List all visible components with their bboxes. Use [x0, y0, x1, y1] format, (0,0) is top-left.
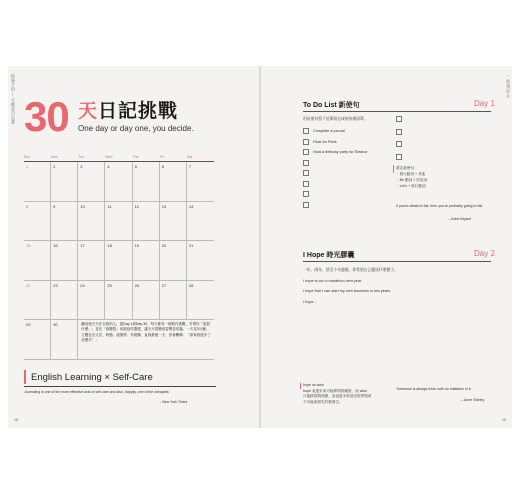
calendar-day[interactable] — [51, 281, 78, 321]
checkbox[interactable] — [396, 141, 402, 147]
calendar-day[interactable] — [24, 320, 51, 360]
checkbox[interactable] — [303, 160, 309, 166]
accent-bar — [393, 165, 394, 173]
day-number: 9 — [53, 203, 56, 209]
calendar-grid — [24, 161, 214, 360]
quote-rule — [24, 386, 216, 387]
day-number: 22 — [26, 282, 31, 288]
checkbox[interactable] — [396, 116, 402, 122]
note-line: ・Be 動詞 + 形容詞 — [396, 178, 428, 183]
checkbox[interactable] — [396, 154, 402, 160]
title-red-char: 天 — [78, 100, 99, 122]
todo-intro: 用祈使句寫下近期再完成的待辦清單。 — [303, 117, 368, 121]
accent-bar — [24, 370, 26, 384]
day-1-label: Day 1 — [474, 99, 495, 108]
day-number: 8 — [26, 203, 29, 209]
weekday-label: Thu. — [132, 155, 140, 159]
day-number: 20 — [161, 243, 167, 248]
todo-title: To Do List 新使句 — [303, 102, 360, 109]
day-number: 16 — [53, 243, 58, 248]
day-number: 4 — [107, 164, 110, 169]
weekday-label: Fri. — [159, 155, 165, 159]
day-number: 10 — [80, 203, 85, 209]
calendar-day[interactable] — [133, 162, 160, 202]
day-number: 21 — [188, 243, 194, 248]
calendar-day[interactable] — [187, 281, 214, 321]
calendar-day[interactable] — [160, 281, 187, 321]
todo-rule — [303, 111, 491, 112]
calendar-day[interactable] — [51, 320, 78, 360]
title-rest: 日記挑戰 — [98, 100, 179, 122]
calendar-day[interactable] — [160, 241, 187, 281]
day-number: 3 — [80, 164, 83, 169]
challenge-title — [78, 96, 178, 123]
calendar-day[interactable] — [105, 202, 132, 242]
day-number: 14 — [188, 203, 194, 209]
day-number: 23 — [53, 282, 58, 288]
calendar-day[interactable] — [133, 241, 160, 281]
wish-line: hope vs wish — [303, 383, 324, 387]
day-number: 25 — [107, 282, 112, 288]
calendar-day[interactable] — [133, 281, 160, 321]
calendar-day[interactable] — [105, 241, 132, 281]
todo-item — [303, 137, 368, 148]
checkbox[interactable] — [303, 128, 309, 134]
checkbox[interactable] — [303, 170, 309, 176]
calendar-day[interactable] — [133, 202, 160, 242]
weekday-label: Mon. — [51, 155, 59, 159]
hope-line: I hope that I can start my own business in two years. — [303, 289, 392, 293]
wish-line: hope 表達未來可能實現的願望，而 wish — [303, 388, 367, 393]
hope-quote-author: – Anne Shirley — [461, 398, 485, 402]
hope-rule — [303, 261, 491, 262]
weekday-label: Tue. — [78, 155, 85, 159]
day-number: 15 — [26, 243, 31, 248]
calendar-day[interactable] — [78, 162, 105, 202]
calendar-day[interactable] — [24, 162, 51, 202]
calendar-day[interactable] — [24, 281, 51, 321]
left-side-tab: 給新手的 — 手帳本日記書 — [11, 74, 16, 125]
todo-item — [303, 189, 368, 200]
todo-item — [303, 158, 368, 169]
day-number: 30 — [53, 322, 58, 327]
todo-item — [303, 147, 368, 158]
todo-item-label: Complete a journal — [313, 129, 345, 134]
calendar-day[interactable] — [187, 241, 214, 281]
day-number: 6 — [161, 164, 164, 169]
todo-item — [303, 200, 368, 211]
subtitle: One day or day one, you decide. — [78, 124, 194, 133]
calendar-day[interactable] — [160, 162, 187, 202]
calendar-note: 翻這裡天天在自我的人，從Day 1到Day 30，每天都有一個寫作挑戰，引導你「說寫什麼」。並於「改變寫」前進給你靈感，讓天天寫變成習慣並培養。一天花3分鐘，主題包含文法、時態、道德學、外貌關、直到最後一天，你會驚嘆：「原來我進步了這麼多！」 — [78, 320, 214, 360]
checkbox[interactable] — [396, 129, 402, 135]
calendar-day[interactable] — [160, 202, 187, 242]
note-line: 書定新使句： — [396, 166, 418, 170]
calendar-day[interactable] — [105, 281, 132, 321]
checkbox[interactable] — [303, 191, 309, 197]
checkbox[interactable] — [303, 139, 309, 145]
accent-bar — [300, 383, 301, 389]
calendar-day[interactable] — [187, 202, 214, 242]
calendar-day[interactable] — [105, 162, 132, 202]
day-number: 18 — [107, 243, 112, 248]
note-line: ・Let's + 原行動詞 — [396, 184, 426, 189]
day-number: 24 — [80, 282, 85, 288]
todo-item — [303, 126, 368, 137]
quote-author: - New York Times — [160, 400, 188, 404]
todo-list — [303, 126, 368, 210]
page-number-right: 29 — [502, 418, 506, 422]
todo-quote: If you're afraid to fail, then you're probably going to fail. — [396, 204, 484, 208]
page-number-left: 28 — [14, 418, 18, 422]
calendar-day[interactable] — [51, 202, 78, 242]
imperative-note — [396, 165, 427, 189]
lane-heading — [24, 370, 153, 384]
weekday-label: Sun. — [24, 155, 31, 159]
day-number: 12 — [134, 203, 140, 209]
day-number: 13 — [161, 203, 167, 209]
weekday-label: Wed. — [105, 155, 114, 159]
day-number: 28 — [188, 282, 194, 288]
quote-text: Journaling is one of the more effective acts of self-care and also, happily, one of the cheapest. — [24, 390, 170, 394]
note-line: ・原行動詞 + 其他 — [396, 172, 426, 177]
right-side-tab: 一 寫週記 手 — [506, 74, 511, 99]
calendar-day[interactable] — [78, 202, 105, 242]
day-number: 27 — [161, 282, 167, 288]
hope-title: I Hope 時光膠囊 — [303, 252, 355, 259]
checkbox[interactable] — [303, 202, 309, 208]
calendar-day[interactable] — [187, 162, 214, 202]
day-number: 5 — [134, 164, 137, 169]
big-number-30: 30 — [24, 93, 69, 140]
hope-vs-wish-note — [303, 383, 387, 405]
checkbox[interactable] — [303, 181, 309, 187]
wish-line: 不可能會發生的事情生。 — [303, 399, 343, 404]
calendar-day[interactable] — [51, 162, 78, 202]
day-number: 1 — [26, 164, 29, 169]
calendar-day[interactable] — [78, 281, 105, 321]
todo-checkbox-column — [396, 116, 406, 166]
calendar-day[interactable] — [51, 241, 78, 281]
hope-lines — [303, 268, 398, 310]
calendar — [24, 155, 214, 360]
hope-line: I hope to run a marathon next year. — [303, 278, 363, 283]
hope-quote: Tomorrow is always fresh with no mistakes in it. — [396, 387, 472, 391]
hope-line: 一年、兩年、甚至十年過後，你希望自己變成什麼樣子。 — [303, 268, 398, 272]
day-number: 11 — [107, 203, 112, 209]
weekday-label: Sat. — [186, 155, 193, 159]
day-number: 17 — [80, 243, 85, 248]
day-number: 19 — [134, 243, 140, 248]
lane-title: English Learning × Self-Care — [31, 371, 153, 383]
day-number: 7 — [188, 164, 192, 169]
todo-quote-author: – Kobe Bryant — [448, 217, 471, 221]
day-number: 26 — [134, 282, 140, 288]
checkbox[interactable] — [303, 149, 309, 155]
day-number: 2 — [53, 164, 56, 169]
right-page — [261, 66, 512, 428]
wish-line: 只能描寫假設願，表表達未來是沒的實現或 — [303, 394, 372, 399]
calendar-day[interactable] — [24, 241, 51, 281]
todo-item-label: Pack for Paris — [313, 139, 337, 144]
day-2-label: Day 2 — [474, 249, 495, 258]
todo-item-label: Hold a birthday party for Eleanor — [313, 150, 368, 155]
weekday-row — [24, 155, 214, 161]
day-number: 29 — [26, 322, 31, 327]
calendar-day[interactable] — [24, 202, 51, 242]
todo-item — [303, 179, 368, 190]
calendar-day[interactable] — [78, 241, 105, 281]
todo-item — [303, 168, 368, 179]
hope-line: I hope... — [303, 299, 317, 304]
